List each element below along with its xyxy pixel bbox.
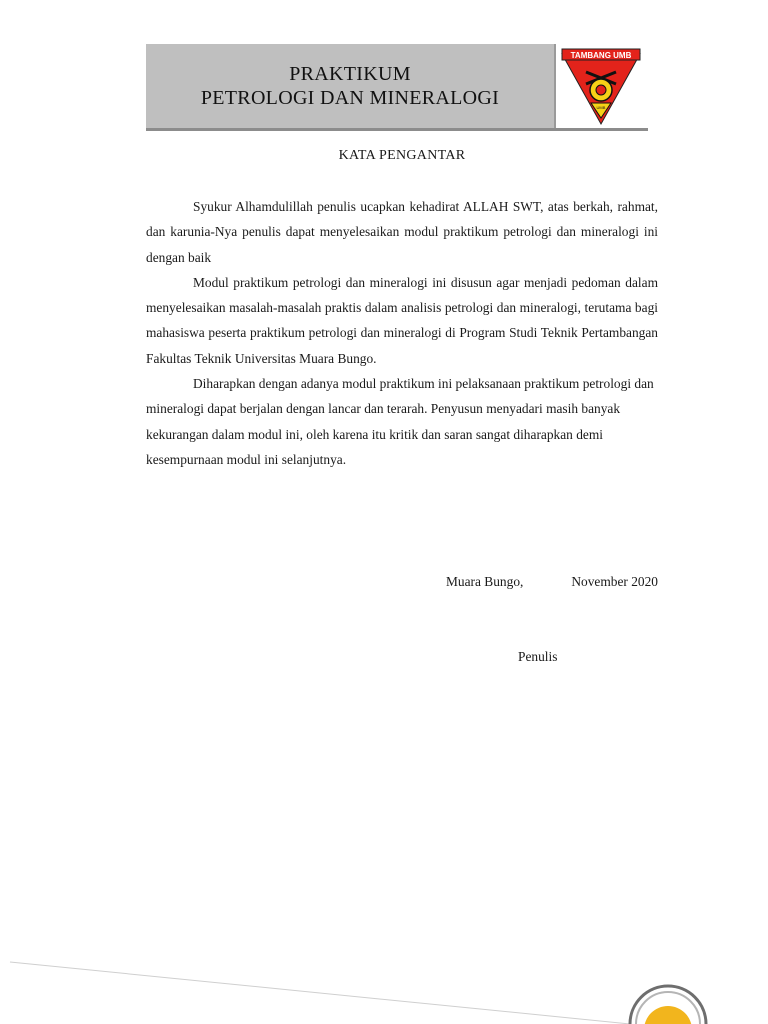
header-rule: [146, 128, 648, 131]
page-header: [146, 44, 648, 130]
header-title-line2: PETROLOGI DAN MINERALOGI: [200, 87, 500, 109]
paragraph: Modul praktikum petrologi dan mineralogi ini disusun agar menjadi pedoman dalam menyelesaikan masalah-masalah praktis dalam analisis petrologi dan mineralogi, terutama bagi mahasiswa peserta praktikum petrologi dan mineralogi di Program Studi Teknik Pertambangan Fakultas Teknik Universitas Muara Bungo.: [146, 274, 658, 366]
signature-date: November 2020: [571, 574, 658, 589]
tambang-umb-logo-icon: [560, 48, 642, 126]
signature-place-date: [446, 574, 658, 590]
paragraph: Diharapkan dengan adanya modul praktikum ini pelaksanaan praktikum petrologi dan mineralogi dapat berjalan dengan lancar dan terarah. Penyusun menyadari masih banyak kekurangan dalam modul ini, oleh karena itu kritik dan saran sangat diharapkan demi kesempurnaan modul ini selanjutnya.: [146, 376, 654, 467]
signature-author: Penulis: [518, 649, 558, 664]
footer-diagonal-line: [10, 962, 630, 1024]
paragraph: Syukur Alhamdulillah penulis ucapkan kehadirat ALLAH SWT, atas berkah, rahmat, dan karunia-Nya penulis dapat menyelesaikan modul praktikum petrologi dan mineralogi ini dengan baik: [146, 199, 658, 265]
footer-decoration: [0, 940, 768, 1024]
document-heading: KATA PENGANTAR: [338, 148, 466, 163]
logo-text: TAMBANG UMB: [570, 51, 632, 60]
header-title-line1: PRAKTIKUM: [289, 63, 411, 85]
signature-place: Muara Bungo,: [446, 574, 524, 589]
header-title-box: [146, 44, 556, 128]
document-body: [146, 194, 658, 472]
logo-badge: UMB: [596, 105, 606, 110]
